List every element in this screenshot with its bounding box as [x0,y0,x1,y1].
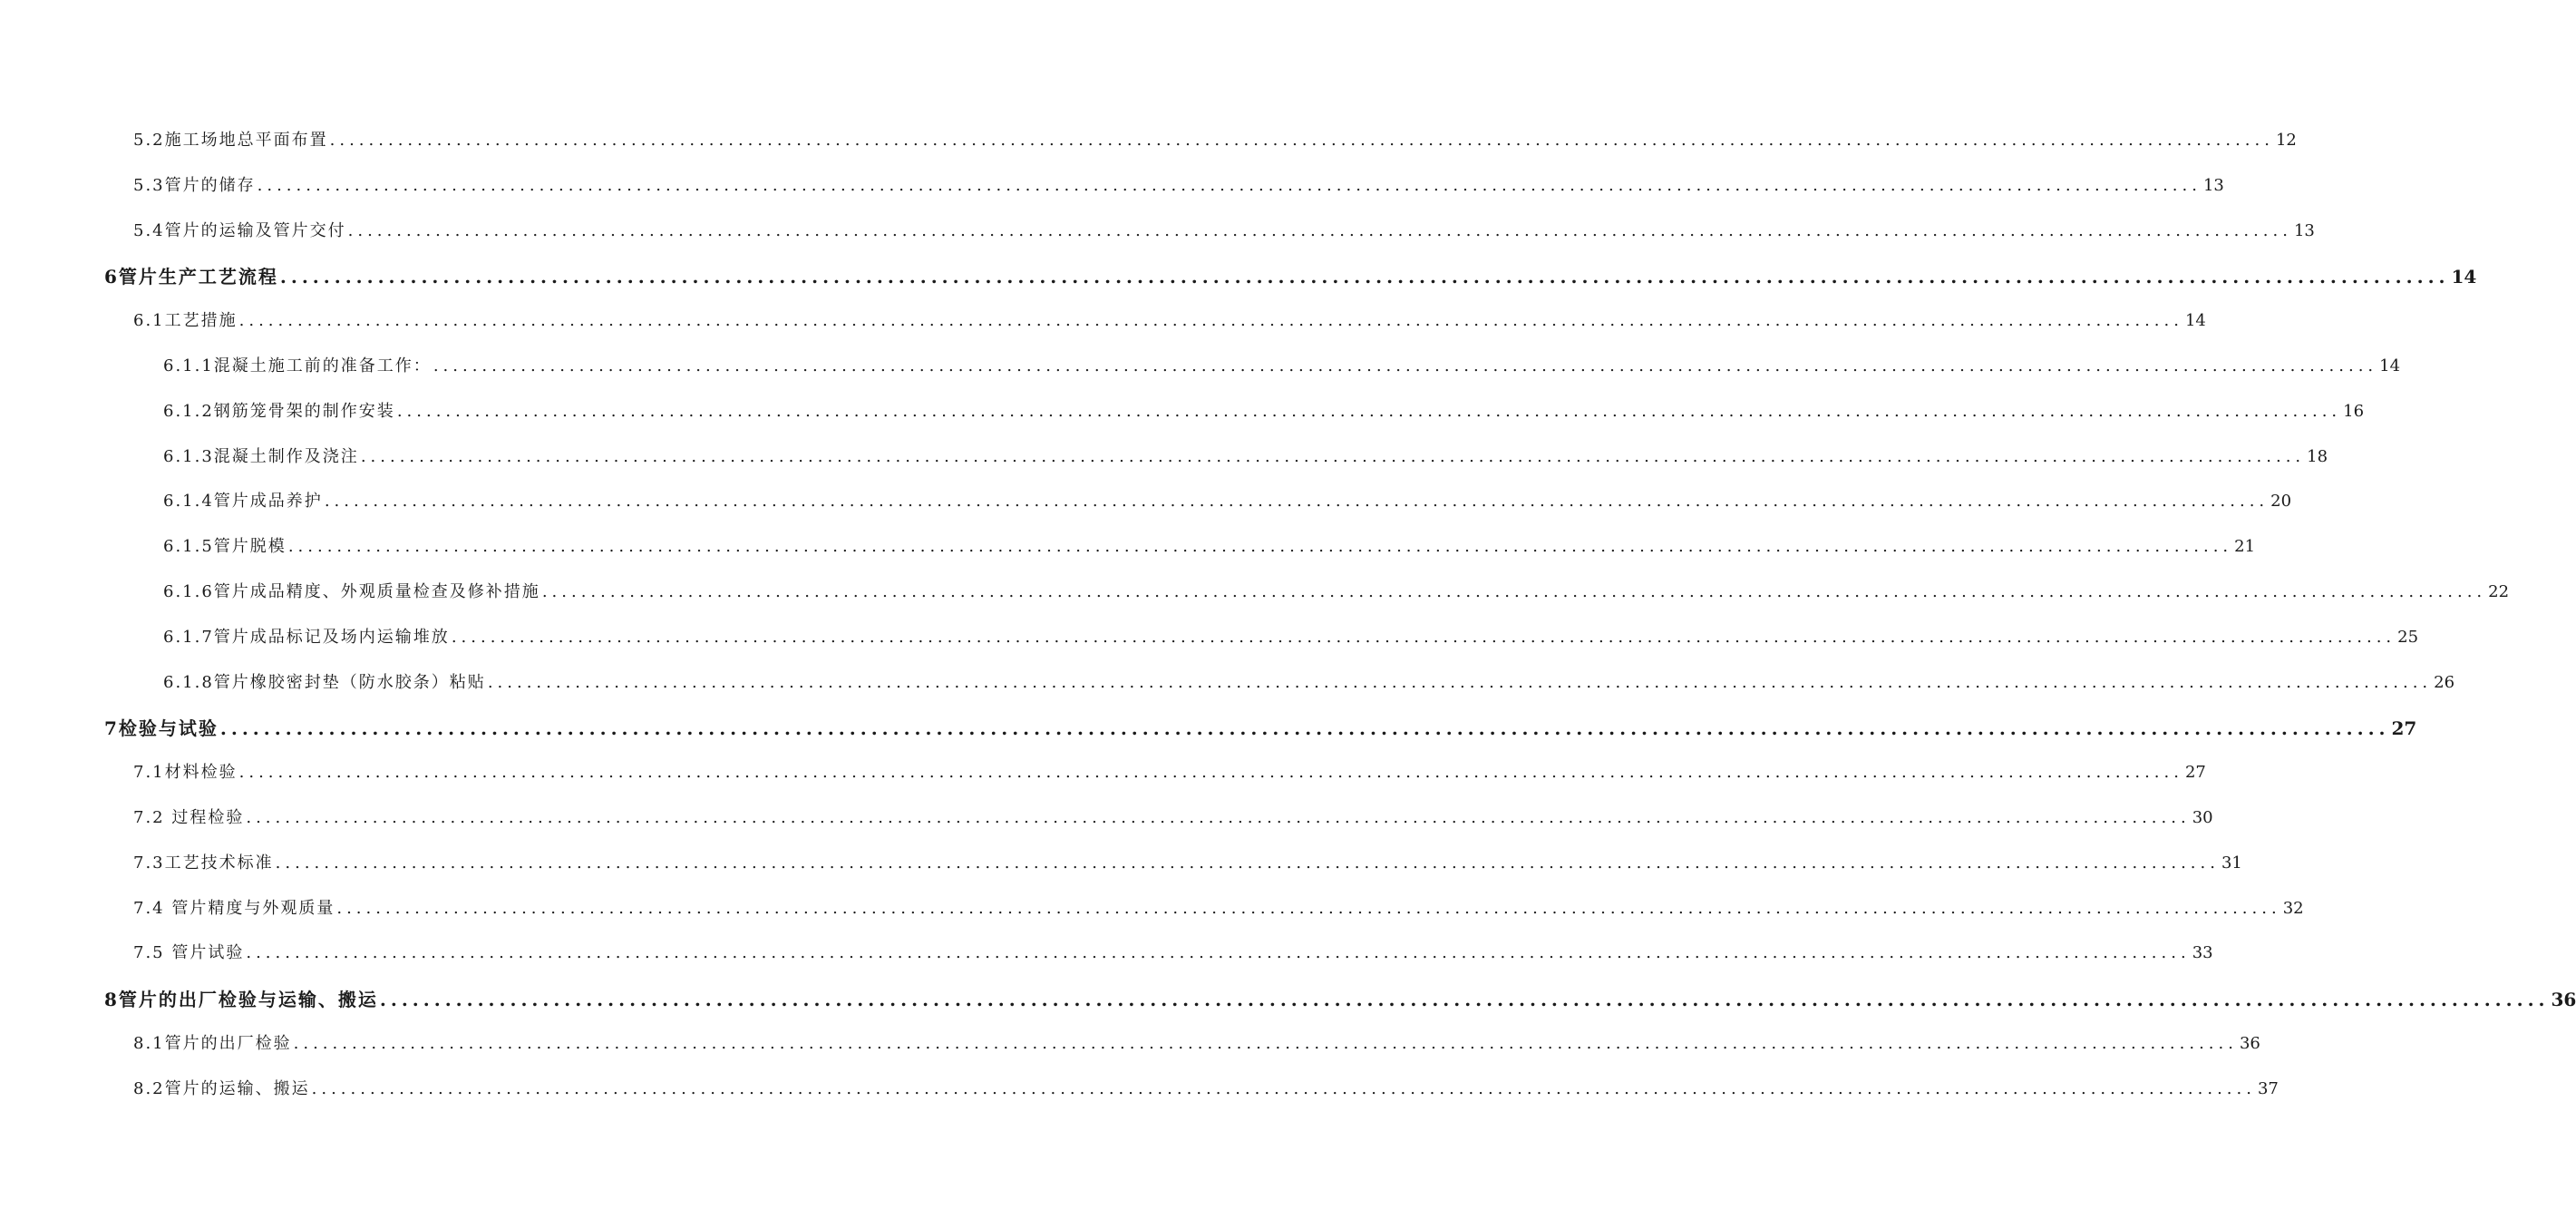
toc-entry-title: 6.1.7管片成品标记及场内运输堆放 [163,627,450,647]
toc-entry-title: 7.5 管片试验 [133,943,245,963]
toc-dot-leader: ........................................................................................................................................................................................................ [487,672,2433,692]
toc-entry-title: 6.1.8管片橡胶密封垫（防水胶条）粘贴 [163,672,486,692]
toc-entry-title: 8.2管片的运输、搬运 [133,1078,310,1098]
toc-dot-leader: ........................................................................................................................................................................................................ [541,582,2487,601]
toc-entry[interactable] [163,669,2455,693]
toc-entry-page-number: 12 [2275,131,2297,150]
toc-entry-title: 6.1.2钢筋笼骨架的制作安装 [163,401,395,421]
toc-entry-title: 6管片生产工艺流程 [104,266,278,288]
toc-entry-page-number: 18 [2307,446,2328,466]
toc-entry-title: 6.1.6管片成品精度、外观质量检查及修补措施 [163,582,540,601]
toc-entry[interactable] [133,805,2213,828]
toc-dot-leader: ........................................................................................................................................................................................................ [279,266,2450,288]
toc-entry-title: 8.1管片的出厂检验 [133,1034,292,1053]
toc-entry-title: 5.2施工场地总平面布置 [133,131,328,150]
toc-dot-leader: ........................................................................................................................................................................................................ [246,943,2191,963]
toc-entry[interactable] [104,714,2417,740]
toc-entry-title: 7检验与试验 [104,717,219,740]
toc-entry-title: 6.1.1混凝土施工前的准备工作： [163,356,432,375]
toc-entry-page-number: 27 [2184,763,2206,783]
toc-entry[interactable] [133,895,2304,919]
toc-entry-title: 5.4管片的运输及管片交付 [133,220,346,240]
toc-entry-page-number: 25 [2397,627,2419,647]
toc-dot-leader: ........................................................................................................................................................................................................ [451,627,2396,647]
toc-entry-title: 5.3管片的储存 [133,175,256,195]
toc-entry[interactable] [104,985,2576,1011]
toc-entry[interactable] [163,444,2328,467]
toc-entry[interactable] [163,398,2365,422]
toc-entry-page-number: 32 [2282,898,2304,918]
toc-entry-page-number: 27 [2391,717,2417,740]
toc-entry-page-number: 37 [2257,1078,2279,1098]
toc-dot-leader: ........................................................................................................................................................................................................ [324,492,2270,512]
toc-entry[interactable] [163,624,2419,648]
toc-dot-leader: ........................................................................................................................................................................................................ [238,763,2183,783]
toc-entry-page-number: 14 [2451,266,2477,288]
toc-entry-page-number: 13 [2202,175,2224,195]
toc-entry[interactable] [163,533,2256,557]
toc-entry-page-number: 26 [2434,672,2455,692]
toc-dot-leader: ........................................................................................................................................................................................................ [238,311,2183,331]
toc-entry[interactable] [133,940,2213,963]
toc-dot-leader: ........................................................................................................................................................................................................ [246,808,2191,827]
toc-entry[interactable] [133,1076,2279,1099]
toc-dot-leader: ........................................................................................................................................................................................................ [433,356,2378,375]
toc-entry-page-number: 36 [2551,989,2576,1011]
toc-entry-title: 8管片的出厂检验与运输、搬运 [104,989,378,1011]
toc-entry-title: 7.4 管片精度与外观质量 [133,898,335,918]
toc-dot-leader: ........................................................................................................................................................................................................ [257,175,2202,195]
toc-entry-title: 7.3工艺技术标准 [133,853,274,873]
toc-entry-title: 6.1工艺措施 [133,311,238,331]
toc-entry[interactable] [133,127,2297,151]
toc-entry-page-number: 21 [2234,537,2256,557]
toc-entry[interactable] [104,262,2477,288]
toc-entry-title: 7.2 过程检验 [133,808,245,827]
toc-entry[interactable] [163,353,2401,376]
toc-entry-title: 7.1材料检验 [133,763,238,783]
toc-dot-leader: ........................................................................................................................................................................................................ [379,989,2550,1011]
toc-entry[interactable] [163,488,2292,512]
toc-entry-page-number: 30 [2192,808,2213,827]
toc-entry[interactable] [133,172,2224,196]
toc-entry[interactable] [133,307,2206,331]
toc-dot-leader: ........................................................................................................................................................................................................ [293,1034,2238,1053]
toc-dot-leader: ........................................................................................................................................................................................................ [287,537,2233,557]
toc-entry-page-number: 16 [2343,401,2365,421]
toc-entry[interactable] [133,218,2315,241]
toc-dot-leader: ........................................................................................................................................................................................................ [311,1078,2256,1098]
toc-dot-leader: ........................................................................................................................................................................................................ [360,446,2306,466]
toc-entry-page-number: 33 [2192,943,2213,963]
toc-entry-page-number: 14 [2379,356,2401,375]
toc-dot-leader: ........................................................................................................................................................................................................ [329,131,2274,150]
toc-entry-page-number: 13 [2293,220,2315,240]
toc-entry[interactable] [133,850,2242,873]
toc-entry-title: 6.1.3混凝土制作及浇注 [163,446,359,466]
toc-entry-page-number: 20 [2270,492,2292,512]
toc-entry-page-number: 22 [2488,582,2510,601]
toc-entry[interactable] [133,759,2206,783]
toc-entry-title: 6.1.5管片脱模 [163,537,287,557]
toc-entry-title: 6.1.4管片成品养护 [163,492,323,512]
toc-dot-leader: ........................................................................................................................................................................................................ [219,717,2390,740]
toc-entry-page-number: 31 [2221,853,2242,873]
toc-dot-leader: ........................................................................................................................................................................................................ [347,220,2292,240]
toc-dot-leader: ........................................................................................................................................................................................................ [336,898,2281,918]
toc-dot-leader: ........................................................................................................................................................................................................ [275,853,2220,873]
toc-entry[interactable] [133,1030,2260,1054]
toc-entry-page-number: 36 [2239,1034,2260,1053]
toc-dot-leader: ........................................................................................................................................................................................................ [396,401,2342,421]
toc-entry[interactable] [163,579,2510,602]
toc-entry-page-number: 14 [2184,311,2206,331]
